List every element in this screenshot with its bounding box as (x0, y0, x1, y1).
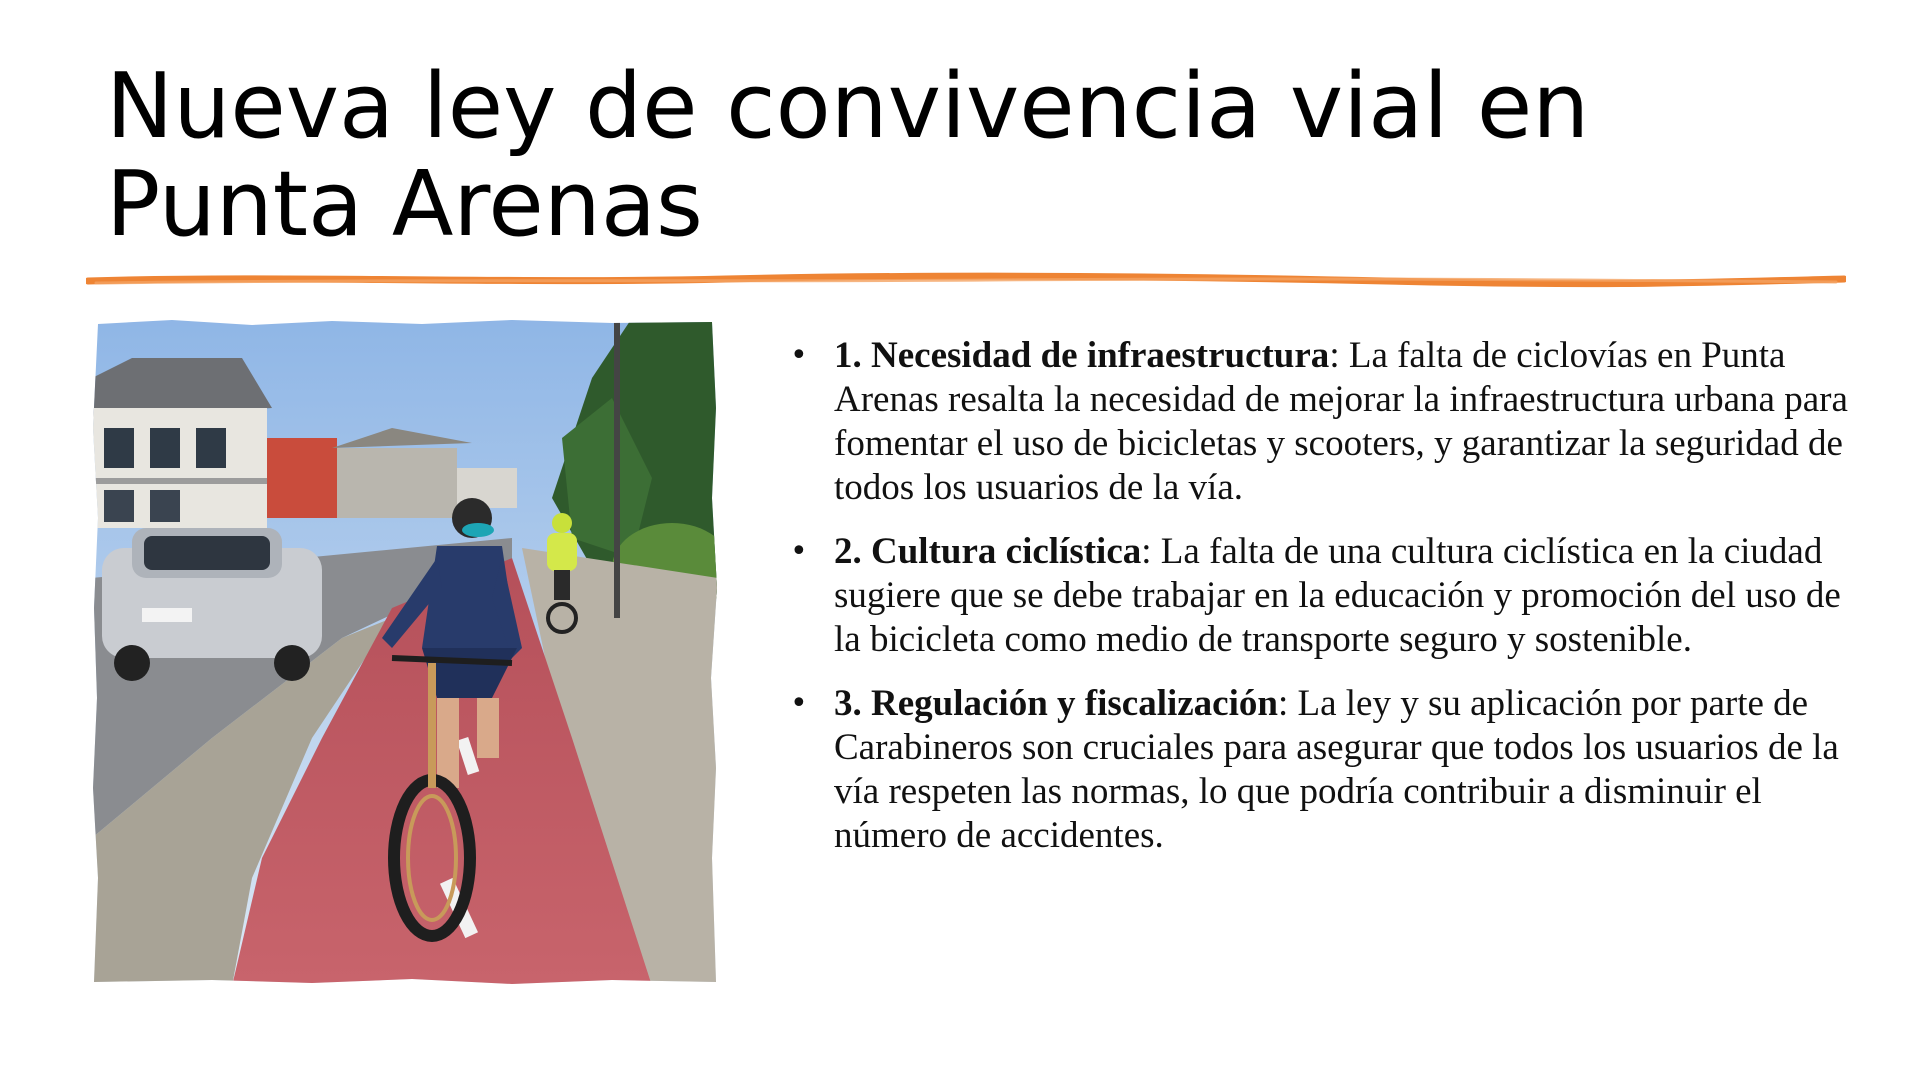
bullet-dot-icon: • (790, 338, 808, 373)
bullet-text: : La ley y su aplicación por parte de Carabineros son cruciales para asegurar que todos los usuarios de la vía respeten las normas, lo que podría contribuir a disminuir el número de accidentes. (834, 683, 1839, 856)
bullet-heading: 3. Regulación y fiscalización (834, 683, 1278, 724)
bullet-item (790, 334, 1850, 510)
bullet-list (790, 334, 1850, 878)
bullet-item (790, 682, 1850, 858)
bullet-dot-icon: • (790, 686, 808, 721)
slide-title: Nueva ley de convivencia vial en Punta Arenas (106, 54, 1590, 257)
bullet-heading: 1. Necesidad de infraestructura (834, 335, 1330, 376)
bullet-item (790, 530, 1850, 662)
bullet-dot-icon: • (790, 534, 808, 569)
title-underline (86, 270, 1846, 292)
bullet-text: : La falta de ciclovías en Punta Arenas resalta la necesidad de mejorar la infraestructura urbana para fomentar el uso de bicicletas y scooters, y garantizar la seguridad de todos los usuarios de la vía. (834, 335, 1848, 508)
cyclists-photo (92, 318, 718, 986)
bullet-heading: 2. Cultura ciclística (834, 531, 1142, 572)
cyclists-bike-lane-photo-icon (92, 318, 718, 986)
bullet-text: : La falta de una cultura ciclística en la ciudad sugiere que se debe trabajar en la educación y promoción del uso de la bicicleta como medio de transporte seguro y sostenible. (834, 531, 1841, 660)
